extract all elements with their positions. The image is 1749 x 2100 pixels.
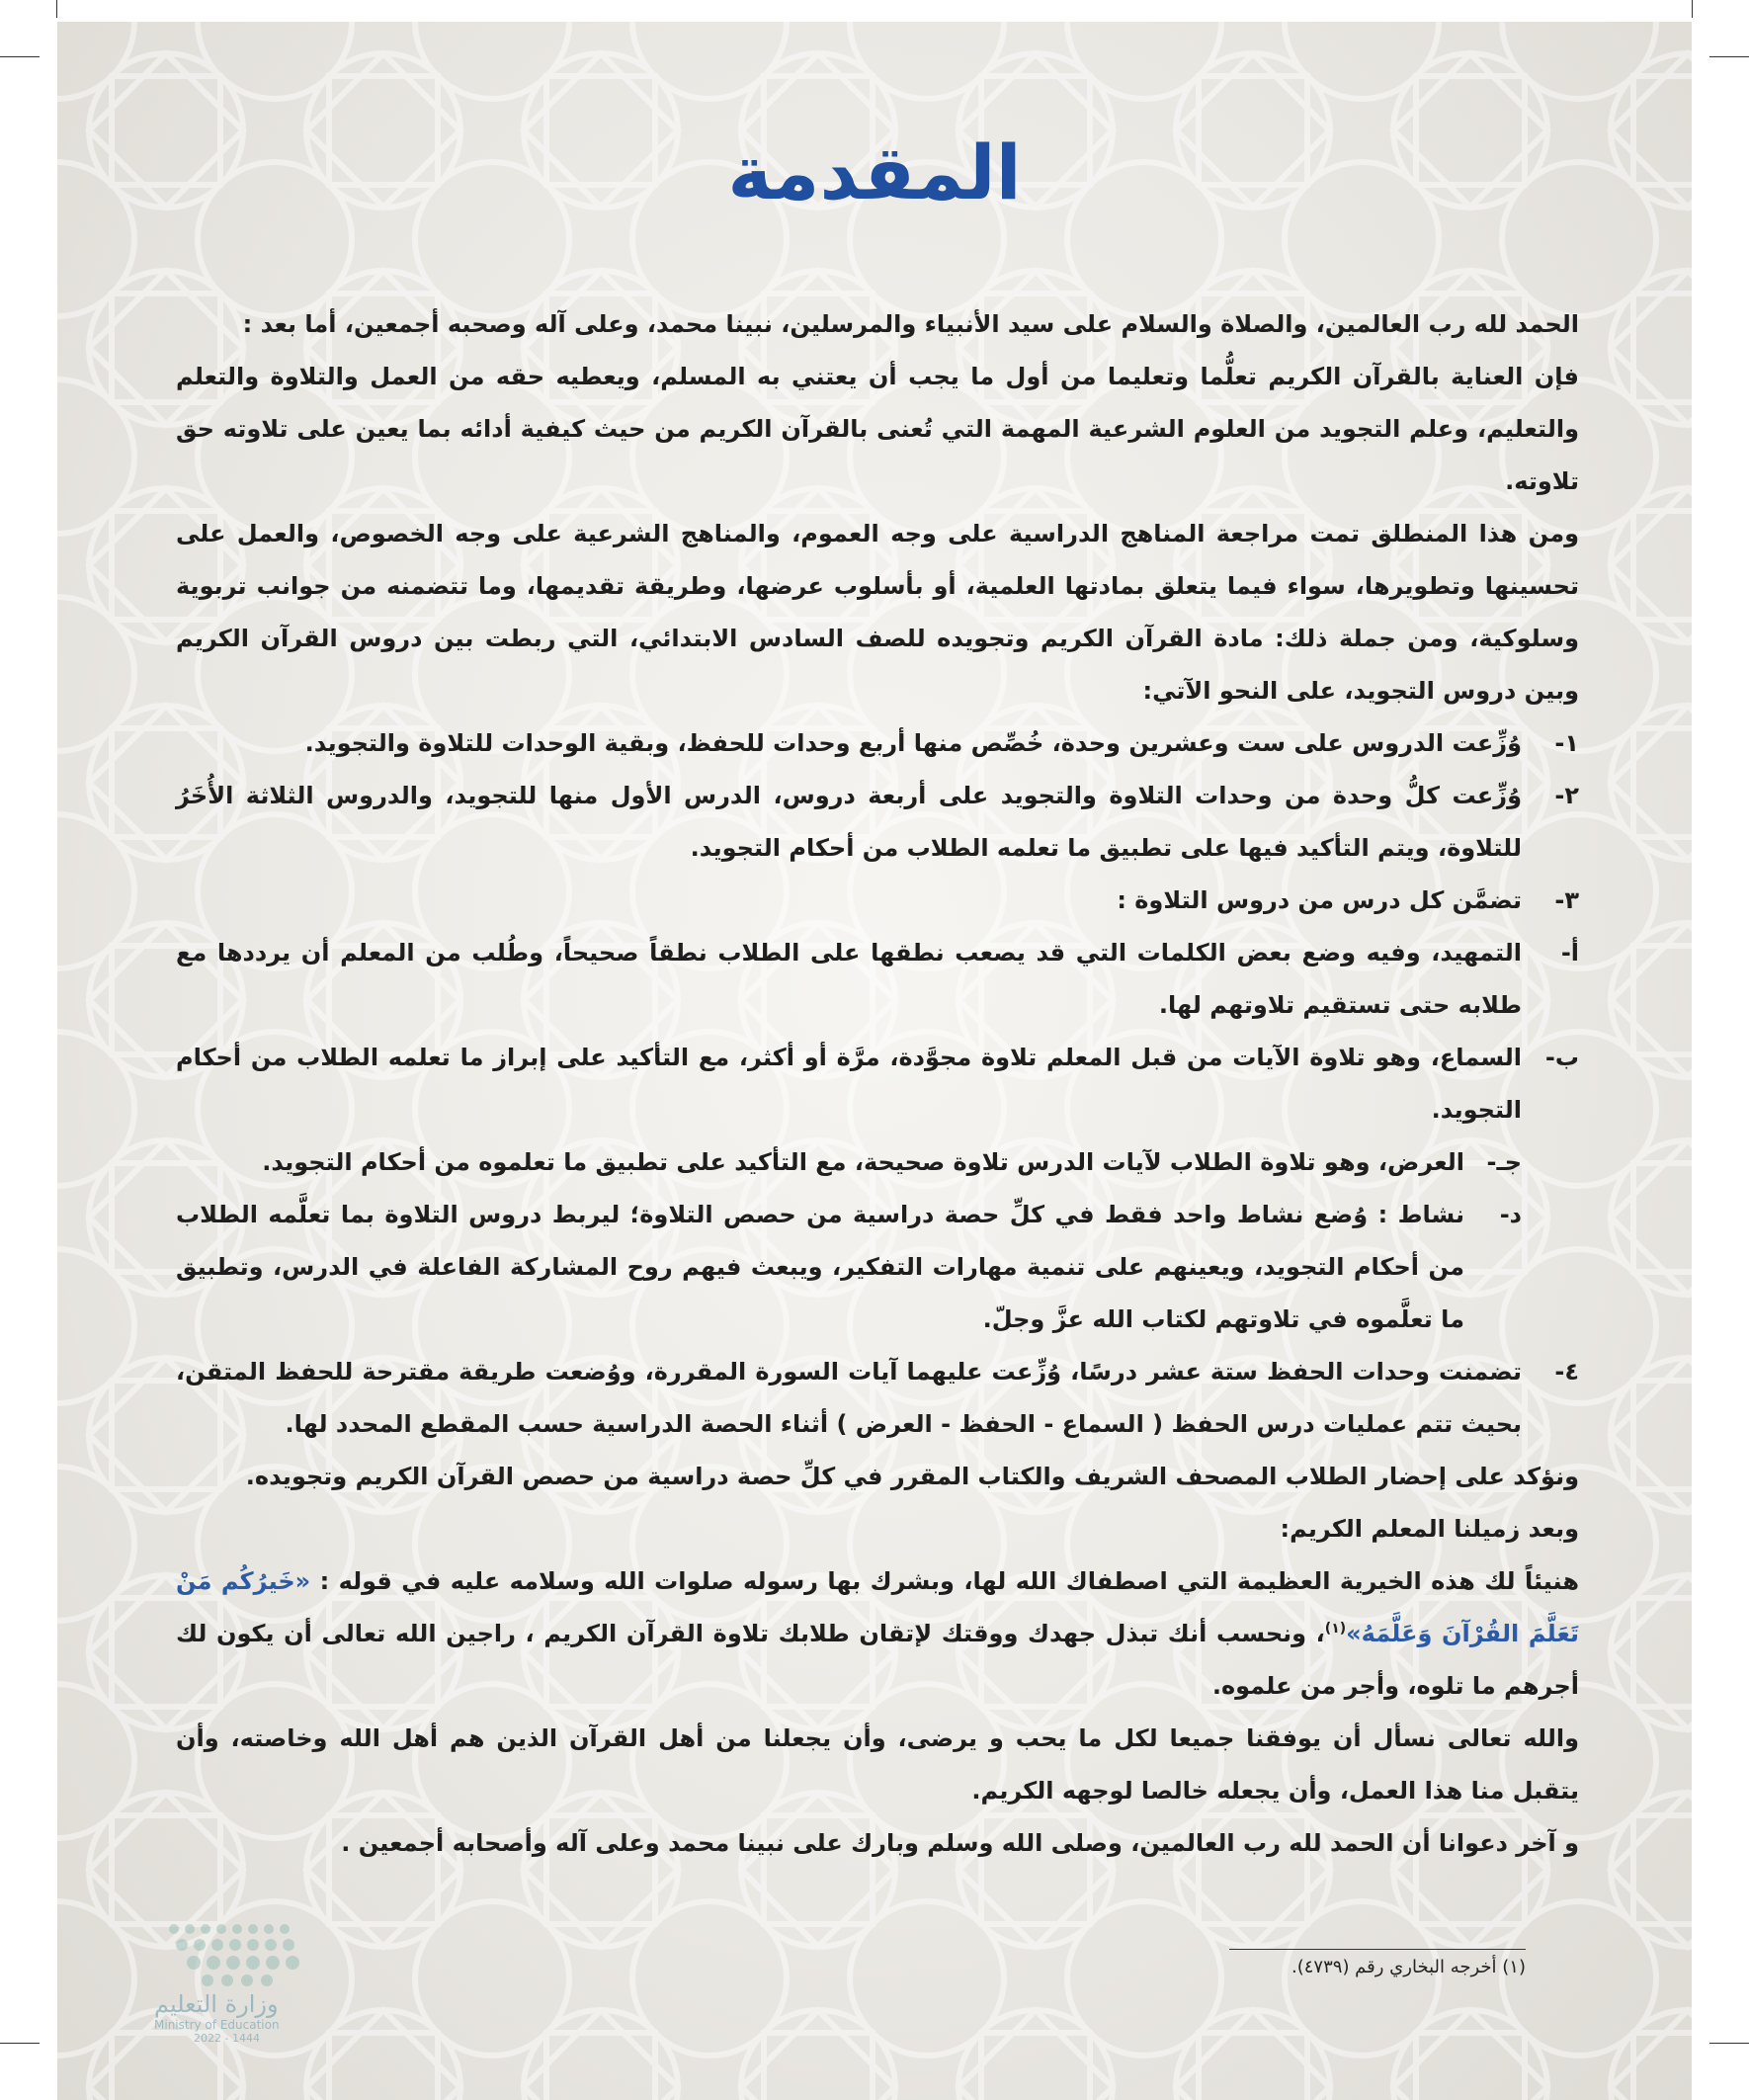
paragraph: ونؤكد على إحضار الطلاب المصحف الشريف والكتاب المقرر في كلِّ حصة دراسية من حصص القرآن الكريم وتجويده.: [245, 1463, 1579, 1490]
list-text: تضمَّن كل درس من دروس التلاوة :: [1117, 886, 1522, 914]
footnote: (١) أخرجه البخاري رقم (٤٧٣٩).: [1291, 1957, 1526, 1977]
sub-list-text: السماع، وهو تلاوة الآيات من قبل المعلم تلاوة مجوَّدة، مرَّة أو أكثر، مع التأكيد على إبراز ما تعلمه الطلاب من أحكام التجويد.: [176, 1044, 1522, 1124]
list-item: [176, 875, 1579, 927]
crop-mark: [1709, 56, 1749, 57]
footnote-ref: (١): [1324, 1621, 1347, 1637]
text-run: هنيئاً لك هذه الخيرية العظيمة التي اصطفاك الله لها، وبشرك بها رسوله صلوات الله وسلامه عليه في قوله :: [310, 1567, 1579, 1595]
list-text: وُزِّعت الدروس على ست وعشرين وحدة، خُصِّص منها أربع وحدات للحفظ، وبقية الوحدات للتلاوة والتجويد.: [304, 729, 1522, 757]
paragraph: فإن العناية بالقرآن الكريم تعلُّما وتعليما من أول ما يجب أن يعتني به المسلم، ويعطيه حقه من العمل والتلاوة والتعلم والتعليم، وعلم التجويد من العلوم الشرعية المهمة التي تُعنى بالقرآن الكريم من حيث كيفية أدائه بما يعين على تلاوته حق تلاوته.: [176, 363, 1579, 495]
list-item: [176, 770, 1579, 875]
intro-text: [176, 298, 1579, 1870]
list-item: [176, 717, 1579, 770]
sub-list-item: [176, 1189, 1579, 1346]
sub-list-item: [176, 1136, 1579, 1189]
hadith-quote: «خَيرُكُم مَنْ تَعَلَّمَ القُرْآنَ وَعَلَّمَهُ»: [176, 1567, 1580, 1647]
sub-list-letter: جـ-: [1486, 1148, 1522, 1176]
footnote-divider: [1229, 1949, 1526, 1950]
paragraph: والله تعالى نسأل أن يوفقنا جميعا لكل ما يحب و يرضى، وأن يجعلنا من أهل القرآن الذين هم أهل الله وخاصته، وأن يتقبل منا هذا العمل، وأن يجعله خالصا لوجهه الكريم.: [176, 1724, 1579, 1805]
list-text: وُزِّعت كلُّ وحدة من وحدات التلاوة والتجويد على أربعة دروس، الدرس الأول منها للتجويد، والدروس الثلاثة الأُخَرُ للتلاوة، ويتم التأكيد فيها على تطبيق ما تعلمه الطلاب من أحكام التجويد.: [176, 782, 1522, 862]
ministry-logo-text: [154, 1990, 312, 2045]
crop-mark: [56, 0, 57, 18]
paragraph: و آخر دعوانا أن الحمد لله رب العالمين، وصلى الله وسلم وبارك على نبينا محمد وعلى آله وأصحابه أجمعين .: [341, 1829, 1579, 1857]
sub-list-text: العرض، وهو تلاوة الطلاب لآيات الدرس تلاوة صحيحة، مع التأكيد على تطبيق ما تعلموه من أحكام التجويد.: [262, 1148, 1464, 1176]
paragraph: ومن هذا المنطلق تمت مراجعة المناهج الدراسية على وجه العموم، والمناهج الشرعية على وجه الخصوص، والعمل على تحسينها وتطويرها، سواء فيما يتعلق بمادتها العلمية، أو بأسلوب عرضها، وطريقة تقديمها، وما تتضمنه من جوانب تربوية وسلوكية، ومن جملة ذلك: مادة القرآن الكريم وتجويده للصف السادس الابتدائي، التي ربطت بين دروس القرآن الكريم وبين دروس التجويد، على النحو الآتي:: [176, 520, 1579, 705]
list-number: ٤-: [1554, 1358, 1579, 1386]
page-title: المقدمة: [727, 128, 1022, 216]
sub-list-letter: أ-: [1560, 939, 1579, 966]
list-number: ٢-: [1554, 782, 1579, 809]
paragraph-hadith: [176, 1555, 1579, 1713]
paragraph: الحمد لله رب العالمين، والصلاة والسلام على سيد الأنبياء والمرسلين، نبينا محمد، وعلى آله وصحبه أجمعين، أما بعد :: [242, 310, 1579, 338]
crop-mark: [0, 2043, 40, 2044]
page: [57, 22, 1692, 2100]
list-item: [176, 1346, 1579, 1451]
sub-list-text: التمهيد، وفيه وضع بعض الكلمات التي قد يصعب نطقها على الطلاب نطقاً صحيحاً، وطُلب من المعلم أن يرددها مع طلابه حتى تستقيم تلاوتهم لها.: [176, 939, 1522, 1019]
text-run: ، ونحسب أنك تبذل جهدك ووقتك لإتقان طلابك تلاوة القرآن الكريم ، راجين الله تعالى أن يكون لك أجرهم ما تلوه، وأجر من علموه.: [176, 1620, 1579, 1700]
list-text: تضمنت وحدات الحفظ ستة عشر درسًا، وُزِّعت عليهما آيات السورة المقررة، ووُضعت طريقة مقترحة للحفظ المتقن، بحيث تتم عمليات درس الحفظ ( السماع - الحفظ - العرض ) أثناء الحصة الدراسية حسب المقطع المحدد لها.: [176, 1358, 1522, 1438]
sub-list-text: نشاط : وُضع نشاط واحد فقط في كلِّ حصة دراسية من حصص التلاوة؛ ليربط دروس التلاوة بما تعلَّمه الطلاب من أحكام التجويد، ويعينهم على تنمية مهارات التفكير، ويبعث فيهم روح المشاركة الفاعلة في الدرس، وتطبيق ما تعلَّموه في تلاوتهم لكتاب الله عزَّ وجلّ.: [176, 1201, 1464, 1333]
crop-mark: [1709, 2043, 1749, 2044]
sub-list-item: [176, 927, 1579, 1032]
logo-year: 2022 - 1444: [194, 2032, 260, 2045]
paragraph: وبعد زميلنا المعلم الكريم:: [1280, 1515, 1579, 1543]
crop-mark: [0, 56, 40, 57]
crop-mark: [1692, 0, 1693, 18]
logo-arabic: وزارة التعليم: [154, 1990, 279, 2018]
logo-english: Ministry of Education: [154, 2018, 280, 2032]
list-number: ١-: [1554, 729, 1579, 757]
list-number: ٣-: [1554, 886, 1579, 914]
sub-list-letter: ب-: [1544, 1044, 1579, 1071]
sub-list-letter: د-: [1499, 1201, 1522, 1228]
sub-list-item: [176, 1032, 1579, 1136]
